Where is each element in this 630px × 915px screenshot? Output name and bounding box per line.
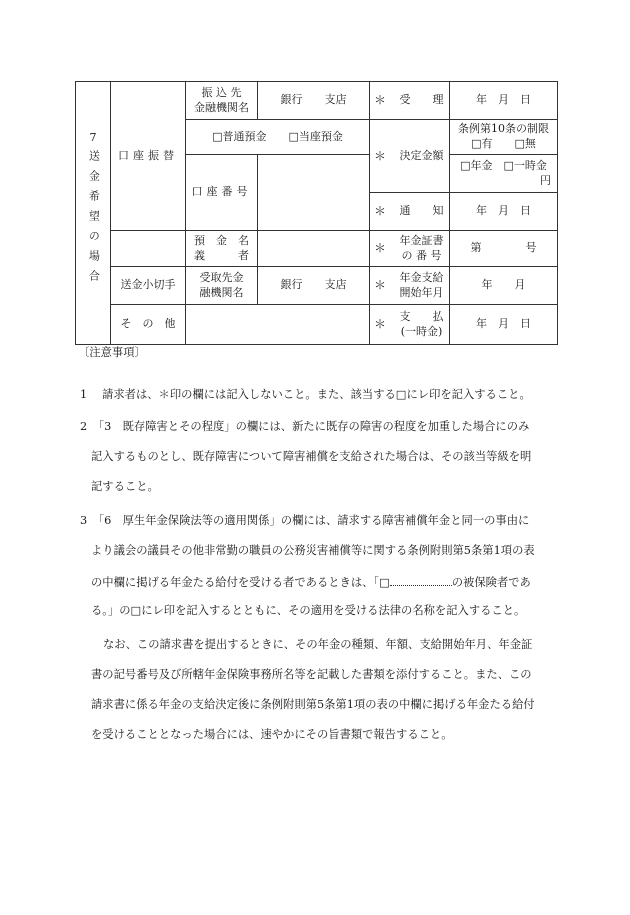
receipt-date: [450, 82, 558, 120]
cert-label-2: の 番 号: [401, 248, 442, 262]
cert-label-1: 年金証書: [399, 233, 444, 247]
receiver-label-2: 融機関名: [199, 285, 244, 299]
article10-options: □有 □無: [471, 137, 536, 150]
payment-label: [370, 305, 450, 345]
other-text: そ の 他: [120, 317, 176, 331]
article10-field: [450, 120, 558, 155]
star-mark: ＊: [374, 241, 387, 256]
koza-furikae-label: [111, 82, 186, 231]
paragraph-line-3: 請求書に係る年金の支給決定後に条例附則第5条第1項の表の中欄に掲げる年金たる給付: [91, 698, 535, 711]
paragraph-line-2: 書の記号番号及び所轄年金保険事務所名等を記載した書類を添付すること。また、この: [91, 668, 532, 681]
yen-text: 円: [540, 173, 551, 187]
account-number-label: [186, 155, 258, 231]
notice-date-text: 年 月 日: [476, 204, 531, 218]
remittance-check-label: [111, 267, 186, 305]
dotted-blank: [390, 575, 452, 586]
account-number-field[interactable]: [258, 155, 370, 231]
start-label-2: 開始年月: [399, 285, 444, 299]
furikomi-label-1: 振 込 先: [201, 85, 242, 99]
star-mark: ＊: [374, 317, 387, 332]
pension-lump-field: [450, 155, 558, 193]
section-7-label: [76, 82, 111, 345]
star-mark: ＊: [374, 204, 387, 219]
remittance-table: [75, 81, 558, 345]
paragraph-line-4: を受けることとなった場合には、速やかにその旨書類で報告すること。: [91, 728, 453, 741]
note-1: 1 請求者は、＊印の欄には記入しないこと。また、該当する□にレ印を記入すること。: [80, 388, 531, 401]
decision-amount-label: [370, 120, 450, 193]
furikomi-label-2: 金融機関名: [194, 100, 249, 114]
year-month-text: 年 月: [481, 278, 526, 292]
koza-furikae-text: 口座振替: [118, 148, 178, 162]
cert-number-text: 第 号: [470, 241, 537, 255]
star-mark: ＊: [374, 93, 387, 108]
payment-label-2: (一時金): [400, 324, 443, 338]
start-month-label: [370, 267, 450, 305]
notice-label: [370, 193, 450, 231]
paragraph-line-1: なお、この請求書を提出するときに、その年金の種類、年額、支給開始年月、年金証: [103, 638, 533, 651]
notes-heading: 〔注意事項〕: [78, 346, 146, 359]
bank-branch-text: 銀行 支店: [280, 93, 347, 107]
notice-date: [450, 193, 558, 231]
article10-text: 条例第10条の制限: [458, 122, 549, 136]
receiver-label-1: 受取先金: [199, 270, 244, 284]
holder-label-2: 義 者: [194, 248, 249, 262]
pension-lump-text: □年金 □一時金: [460, 158, 547, 172]
bank-branch-text-2: 銀行 支店: [280, 278, 347, 292]
note-3-line-1: 3 「6 厚生年金保険法等の適用関係」の欄には、請求する障害補償年金と同一の事由に: [80, 514, 530, 527]
note-3-line-3: [91, 575, 531, 588]
deposit-type-text: □普通預金 □当座預金: [212, 129, 343, 143]
receipt-text: 受 理: [399, 93, 444, 107]
note-3-line-3a: の中欄に掲げる年金たる給付を受ける者であるときは、「□: [91, 576, 390, 589]
receiver-bank-label: [186, 267, 258, 305]
notice-text: 通 知: [399, 204, 444, 218]
star-mark: ＊: [374, 148, 387, 163]
section-number: 7: [89, 131, 97, 145]
deposit-type-field[interactable]: [186, 120, 370, 155]
other-label: [111, 305, 186, 345]
note-3-line-2: より議会の議員その他非常勤の職員の公務災害補償等に関する条例附則第5条第1項の表: [91, 544, 535, 557]
decision-amount-text: 決定金額: [399, 148, 444, 162]
payment-date: [450, 305, 558, 345]
start-month-field: [450, 267, 558, 305]
note-3-line-4: る。」の□にレ印を記入するとともに、その適用を受ける法律の名称を記入すること。: [91, 604, 526, 617]
account-number-text: 口座番号: [191, 185, 252, 199]
receipt-label: [370, 82, 450, 120]
holder-field[interactable]: [258, 231, 370, 267]
note-2-line-1: 2 「3 既存障害とその程度」の欄には、新たに既存の障害の程度を加重した場合にのみ: [80, 420, 530, 433]
note-2-line-2: 記入するものとし、既存障害について障害補償を支給された場合は、その該当等級を明: [91, 450, 532, 463]
furikomi-label: [186, 82, 258, 120]
cert-number-label: [370, 231, 450, 267]
remittance-check-text: 送金小切手: [120, 278, 176, 292]
payment-date-text: 年 月 日: [476, 317, 531, 331]
payment-label-1: 支 払: [399, 309, 444, 323]
receipt-date-text: 年 月 日: [476, 93, 531, 107]
furikomi-bank-field[interactable]: [258, 82, 370, 120]
receiver-bank-field[interactable]: [258, 267, 370, 305]
note-2-line-3: 記すること。: [91, 480, 159, 493]
start-label-1: 年金支給: [399, 270, 444, 284]
cert-number-field: [450, 231, 558, 267]
holder-label: [186, 231, 258, 267]
blank-cell: [111, 231, 186, 267]
holder-label-1: 預 金 名: [194, 233, 249, 247]
section-title: 送金希望の場合: [87, 150, 101, 290]
note-3-line-3b: の被保険者であ: [451, 576, 531, 589]
other-field[interactable]: [186, 305, 370, 345]
star-mark: ＊: [374, 278, 387, 293]
